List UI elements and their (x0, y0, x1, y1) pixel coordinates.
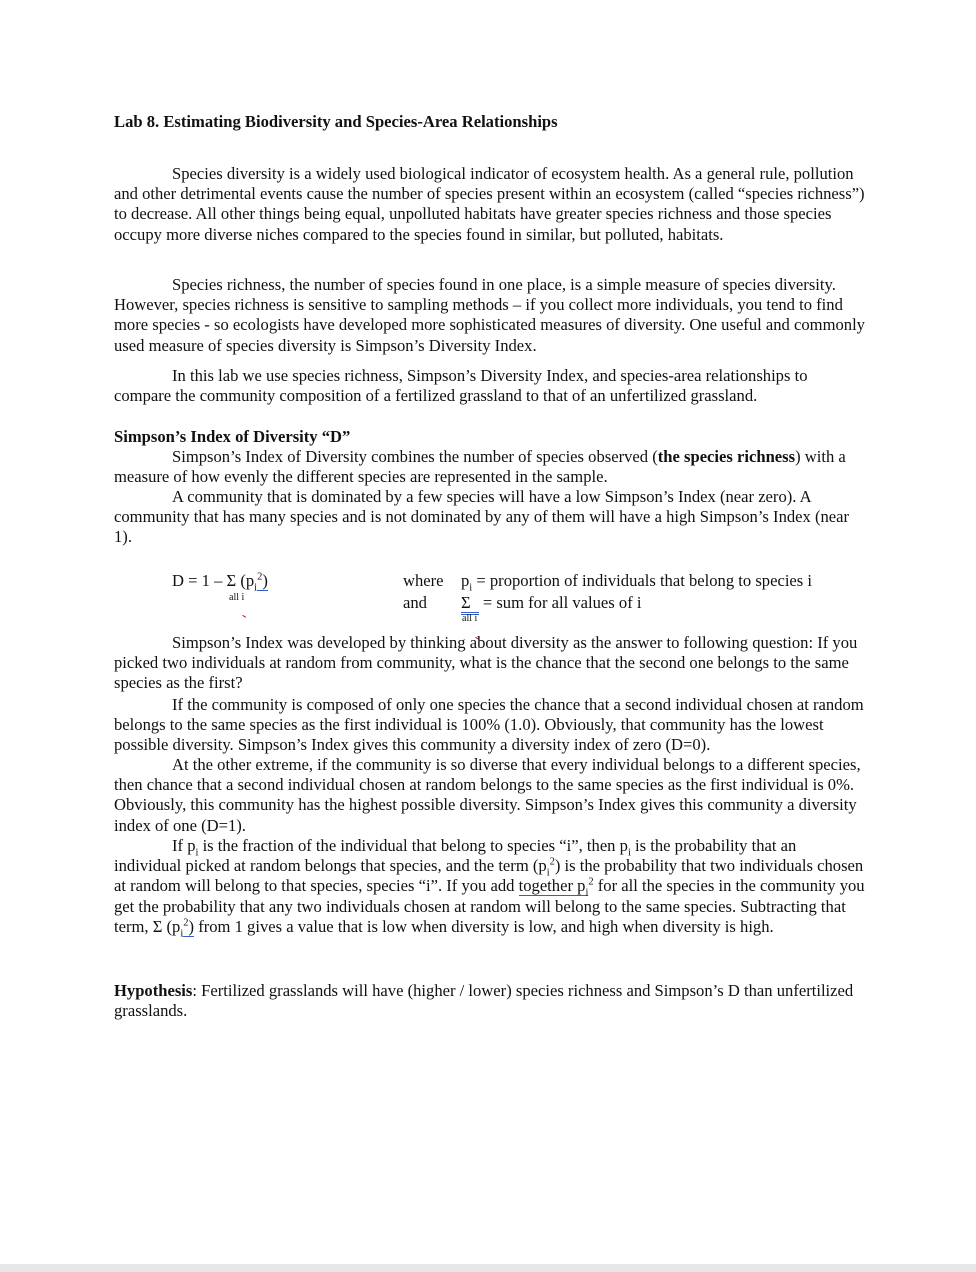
def-pi: p (461, 571, 470, 590)
simpson-p4-text: If the community is composed of only one species the chance that a second individual chosen at random belongs to the same species as the first individual is 100% (1.0). Obviously, that community has the lowest possible diversity. Simpson’s Index gives this community a diversity index of zero (D=0). (114, 695, 864, 755)
page-bottom-edge (0, 1264, 976, 1272)
species-richness-bold: the species richness (657, 447, 796, 466)
spelling-mark (243, 602, 247, 622)
p6-together: together p (518, 876, 586, 896)
intro-paragraph-2-text: Species richness, the number of species found in one place, is a simple measure of species diversity. However, species richness is sensitive to sampling methods – if you collect more individuals, you tend to find more species - so ecologists have developed more sophisticated measures of diversity. One useful and commonly used measure of species diversity is Simpson’s Diversity Index. (114, 275, 865, 355)
simpson-p2-text: A community that is dominated by a few species will have a low Simpson’s Index (near zero). A community that has many species and is not dominated by any of them will have a high Simpson’s Index (near 1). (114, 487, 850, 547)
p6-s7: for all the species in the community you get the probability that any two individuals chosen at random will belong to the same species. Subtracting that term, Σ (p (114, 876, 865, 936)
p6-i-2: i (425, 876, 431, 896)
p6-sub-1: i (195, 847, 199, 859)
simpson-p5-text: At the other extreme, if the community is so diverse that every individual belongs to a different species, then chance that a second individual chosen at random belongs to the same species as the first individual is 0%. Obviously, this community has the highest possible diversity. Simpson’s Index gives this community a diversity index of one (D=1). (114, 755, 861, 835)
simpson-paragraph-4 (114, 695, 866, 756)
p6-sup-3: 2 (183, 917, 189, 929)
intro-paragraph-3-text: In this lab we use species richness, Simpson’s Diversity Index, and species-area relationships to compare the community composition of a fertilized grassland to that of an unfertilized grassland. (114, 366, 808, 406)
page-title: Lab 8. Estimating Biodiversity and Species-Area Relationships (114, 112, 558, 131)
p6-s8: from 1 gives a value that is low when diversity is low, and high when diversity is high. (194, 916, 774, 936)
hypothesis-paragraph (114, 981, 866, 1021)
def-sigma-range: all i (462, 613, 478, 624)
formula-sub-i: i (254, 582, 258, 594)
formula-lhs: D = 1 – Σ (p (172, 571, 255, 590)
simpson-paragraph-2 (114, 487, 866, 548)
simpson-p1-text-a: Simpson’s Index of Diversity combines the number of species observed ( (172, 447, 658, 466)
formula-underlined-part (257, 571, 268, 591)
def-pi-i: i (807, 571, 813, 590)
simpson-paragraph-6 (114, 836, 866, 940)
formula-sum-range: all i (229, 592, 245, 603)
intro-paragraph-1-text: Species diversity is a widely used biological indicator of ecosystem health. As a general rule, pollution and other detrimental events cause the number of species present within an ecosystem (called “species richness”) to decrease. All other things being equal, unpolluted habitats have greater species richness and those species occupy more diverse niches compared to the species found in similar, but polluted, habitats. (114, 164, 865, 244)
simpson-paragraph-5 (114, 755, 866, 836)
def-sigma-i: i (636, 593, 642, 612)
simpson-paragraph-1 (114, 447, 866, 487)
p6-i-1: i (566, 836, 572, 855)
intro-paragraph-1 (114, 164, 866, 245)
p6-close-paren: ) (188, 916, 195, 936)
p6-s3: ”, then p (571, 836, 628, 855)
hypothesis-text: : Fertilized grasslands will have (higher / lower) species richness and Simpson’s D than unfertilized grasslands. (114, 981, 854, 1021)
formula-close-paren: ) (262, 571, 268, 590)
simpson-p1-text-b: ) with a measure of how evenly the different species are represented in the sample. (114, 447, 846, 487)
p6-s5: ) is the probability that two individuals chosen at random will belong to that species, species “ (114, 856, 864, 896)
def-sigma: Σ (461, 593, 479, 615)
p6-sub-4: i (585, 887, 589, 899)
p6-s6: ”. If you add (430, 876, 519, 896)
p6-sub-2: i (627, 847, 631, 859)
p6-s1: If p (172, 836, 196, 855)
p6-underlined-close (183, 917, 194, 937)
def-pi-sub: i (469, 582, 473, 594)
def-pi-text: = proportion of individuals that belong to species (472, 571, 808, 590)
simpson-formula (172, 571, 268, 594)
hypothesis-label: Hypothesis (114, 981, 193, 1000)
formula-where-label: where (403, 571, 444, 590)
simpson-p3-text: Simpson’s Index was developed by thinking about diversity as the answer to following question: If you picked two individuals at random from community, what is the chance that the second one belongs to the same species as the first? (114, 633, 858, 693)
formula-definition-pi (461, 571, 813, 594)
formula-sup-2: 2 (257, 571, 263, 583)
p6-sub-3: i (546, 867, 550, 879)
p6-sup-1: 2 (549, 856, 555, 868)
formula-and-label: and (403, 593, 427, 612)
p6-s4: is the probability that an individual picked at random belongs that species, and the term (p (114, 836, 797, 876)
together-underlined (518, 876, 589, 899)
p6-sup-2: 2 (588, 876, 594, 888)
p6-sub-5: i (180, 928, 184, 940)
intro-paragraph-2 (114, 275, 866, 356)
formula-definition-sigma (461, 593, 642, 613)
def-sigma-text: = sum for all values of (478, 593, 637, 612)
section-heading: Simpson’s Index of Diversity “D” (114, 427, 351, 446)
intro-paragraph-3 (114, 366, 866, 406)
simpson-paragraph-3 (114, 633, 866, 694)
p6-s2: is the fraction of the individual that belong to species “ (198, 836, 567, 855)
